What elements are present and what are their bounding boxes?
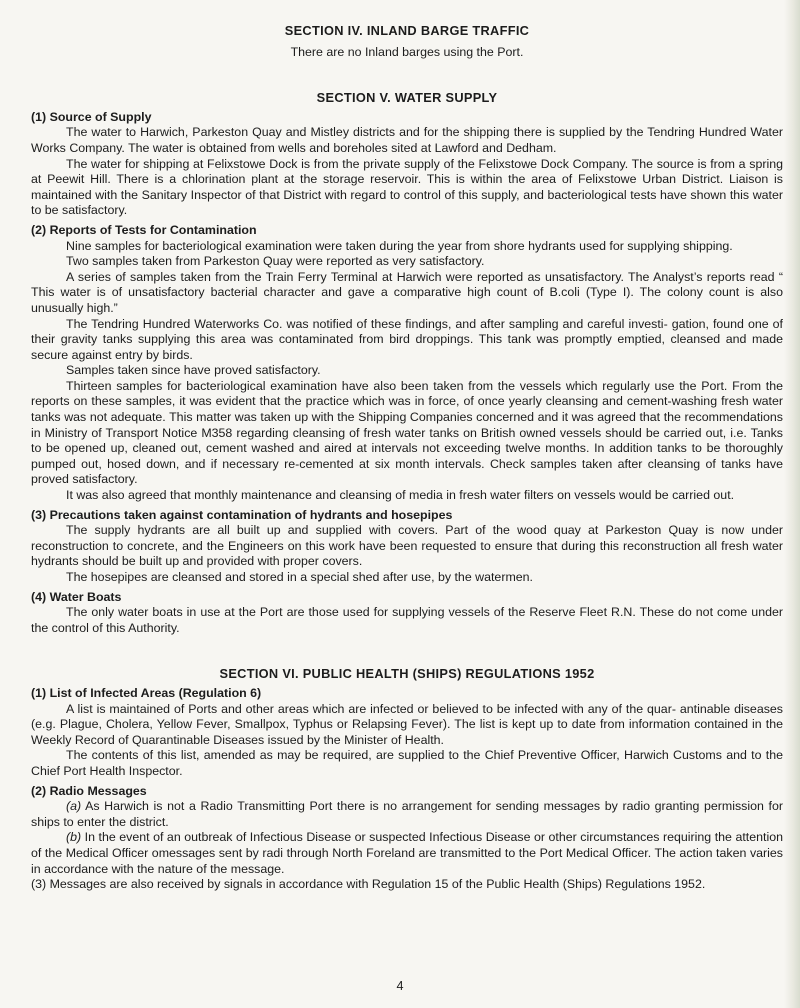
item-a-text: As Harwich is not a Radio Transmitting Port there is no arrangement for sending messages by radio granting permission for ships to enter the district. — [31, 799, 783, 829]
section-5-sub-1-title: (1) Source of Supply — [31, 109, 152, 124]
section-5-sub-2-title: (2) Reports of Tests for Contamination — [31, 222, 257, 237]
section-5-sub-2-para-3: A series of samples taken from the Train Ferry Terminal at Harwich were reported as unsatisfactory. The Analyst’s reports read “ This water is of unsatisfactory bacterial character and gave a comparative high count of B.coli (Type I). The colony count is also unusually high.” — [31, 269, 783, 315]
page-edge-shading — [784, 0, 800, 1008]
section-5-sub-2-para-7: It was also agreed that monthly maintenance and cleansing of media in fresh water filters on vessels would be carried out. — [66, 488, 735, 503]
section-6-sub-2-item-b — [31, 830, 783, 877]
section-6-sub-1-para-1: A list is maintained of Ports and other areas which are infected or believed to be infected with any of the quar- antinable diseases (e.g. Plague, Cholera, Yellow Fever, Smallpox, Typhus or Relapsing Fever). The list is kept up to date from information contained in the Weekly Record of Quarantinable Diseases issued by the Minister of Health. — [31, 701, 783, 747]
item-b-text: In the event of an outbreak of Infectious Disease or suspected Infectious Disease or other circumstances requiring the attention of the Medical Officer omessages sent by radi through North Foreland are transmitted to the Port Medical Officer. The action taken varies in accordance with the nature of the message. — [31, 830, 783, 876]
section-6-sub-1-title: (1) List of Infected Areas (Regulation 6) — [31, 685, 262, 700]
section-5-sub-3-title: (3) Precautions taken against contamination of hydrants and hosepipes — [31, 507, 453, 522]
section-5-sub-4-title: (4) Water Boats — [31, 589, 122, 604]
section-5-sub-3-para-1: The supply hydrants are all built up and supplied with covers. Part of the wood quay at Parkeston Quay is now under reconstruction to concrete, and the Engineers on this work have been requested to ensure that during this reconstruction all fresh water hydrants should be built up and provided with proper covers. — [31, 523, 783, 569]
section-5-sub-2-para-5: Samples taken since have proved satisfactory. — [66, 363, 321, 378]
section-5-sub-2-para-1: Nine samples for bacteriological examination were taken during the year from shore hydrants used for supplying shipping. — [66, 238, 733, 253]
page-number: 4 — [396, 979, 404, 993]
section-4-text: There are no Inland barges using the Port. — [290, 44, 524, 59]
section-5-sub-2-para-2: Two samples taken from Parkeston Quay were reported as very satisfactory. — [66, 254, 485, 269]
item-a-label: (a) — [66, 799, 82, 814]
section-6-sub-2-item-a — [31, 799, 783, 830]
section-5-sub-4-para-1: The only water boats in use at the Port are those used for supplying vessels of the Reserve Fleet R.N. These do not come under the control of this Authority. — [31, 605, 783, 635]
section-5-sub-2-para-6: Thirteen samples for bacteriological examination have also been taken from the vessels which regularly use the Port. From the reports on these samples, it was evident that the practice which was in force, of once yearly cleansing and cement-washing fresh water tanks was not adequate. This matter was taken up with the Shipping Companies concerned and it was agreed that the recommendations in Ministry of Transport Notice M358 regarding cleansing of fresh water tanks on British owned vessels should be carried out, i.e. Tanks to be opened up, cleaned out, cement washed and aired at intervals not exceeding twelve months. In addition tanks to be thoroughly pumped out, hosed down, and if necessary re-cemented at six month intervals. Check samples taken after cleansing of tanks have proved satisfactory. — [31, 378, 783, 487]
section-4-heading: SECTION IV. INLAND BARGE TRAFFIC — [284, 23, 530, 38]
section-5-sub-2-para-4: The Tendring Hundred Waterworks Co. was notified of these findings, and after sampling and careful investi- gation, found one of their gravity tanks supplying this area was contaminated from bird droppings. This tank was promptly emptied, cleansed and made secure against entry by birds. — [31, 316, 783, 362]
section-6-sub-3-text: (3) Messages are also received by signals in accordance with Regulation 15 of the Public Health (Ships) Regulations 1952. — [31, 877, 706, 892]
item-b-label: (b) — [66, 830, 82, 845]
page-content — [31, 23, 783, 893]
section-5-sub-3-para-2: The hosepipes are cleansed and stored in a special shed after use, by the watermen. — [66, 570, 533, 584]
section-5-heading: SECTION V. WATER SUPPLY — [316, 90, 498, 106]
section-5-sub-1-para-2: The water for shipping at Felixstowe Dock is from the private supply of the Felixstowe Dock Company. The source is from a spring at Peewit Hill. There is a chlorination plant at the storage reservoir. This is within the area of Felixstowe Urban District. Liaison is maintained with the Sanitary Inspector of that District with regard to control of this supply, and bacteriological tests have shown this water to be satisfactory. — [31, 156, 783, 218]
section-6-sub-1-para-2: The contents of this list, amended as may be required, are supplied to the Chief Preventive Officer, Harwich Customs and to the Chief Port Health Inspector. — [31, 748, 783, 778]
section-6-sub-2-title: (2) Radio Messages — [31, 783, 147, 798]
section-5-sub-1-para-1: The water to Harwich, Parkeston Quay and Mistley districts and for the shipping there is supplied by the Tendring Hundred Water Works Company. The water is obtained from wells and boreholes sited at Lawford and Dedham. — [31, 125, 783, 155]
section-6-heading: SECTION VI. PUBLIC HEALTH (SHIPS) REGULATIONS 1952 — [219, 666, 595, 682]
